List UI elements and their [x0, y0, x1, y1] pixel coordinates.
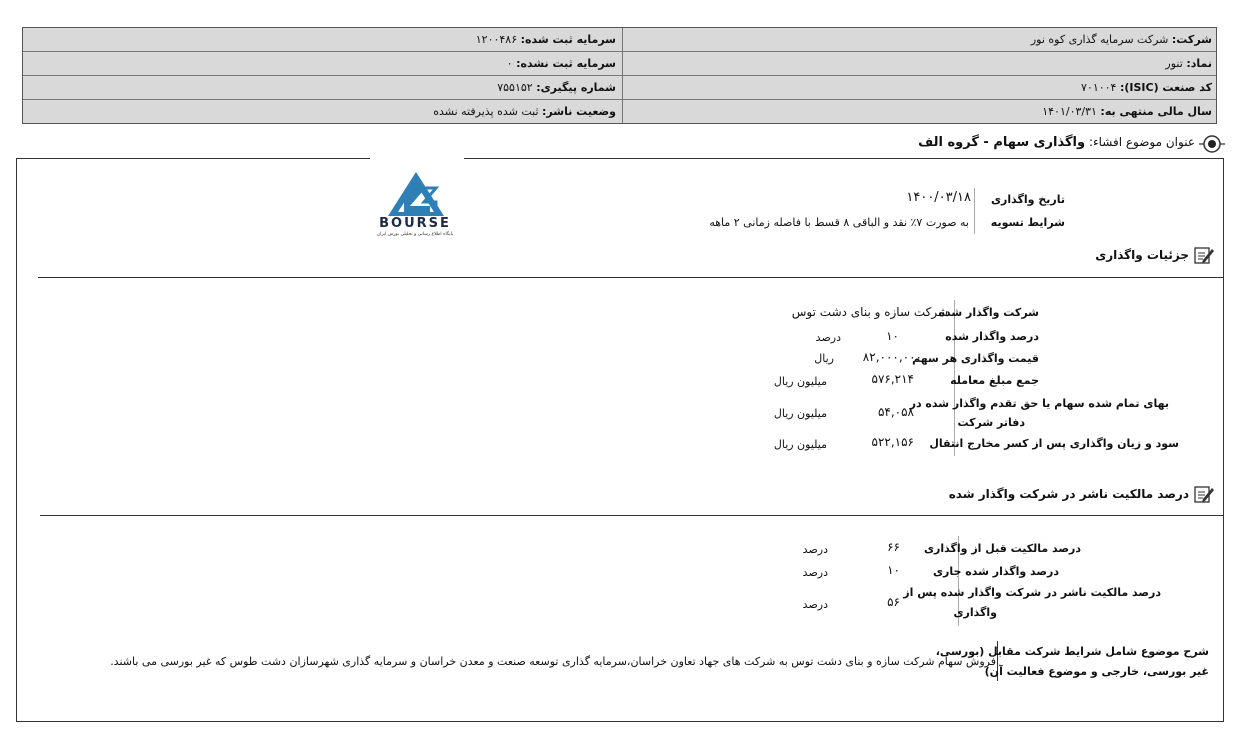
target-icon [1199, 131, 1225, 157]
tracking-number-field: شماره پیگیری: ۷۵۵۱۵۲ [497, 81, 616, 94]
transfer-date-value: ۱۴۰۰/۰۳/۱۸ [906, 190, 971, 205]
ownership-heading: درصد مالکیت ناشر در شرکت واگذار شده [948, 487, 1189, 501]
details-divider [38, 277, 1224, 278]
share-price-label: قیمت واگذاری هر سهم [912, 352, 1039, 365]
total-amount-unit: میلیون ریال [773, 375, 827, 388]
book-cost-value: ۵۴,۰۵۸ [877, 405, 914, 419]
transferred-company-value: شرکت سازه و بنای دشت توس [791, 305, 948, 319]
bourse-logo [364, 170, 460, 248]
transferred-percent-label: درصد واگذار شده [945, 330, 1039, 343]
transferred-percent-value: ۱۰ [886, 329, 899, 343]
current-transfer-unit: درصد [802, 566, 828, 579]
publisher-status-field: وضعیت ناشر: ثبت شده پذیرفته نشده [433, 105, 616, 118]
settlement-terms-label: شرایط تسویه [990, 216, 1065, 229]
ownership-divider [40, 515, 1224, 516]
description-label-1: شرح موضوع شامل شرایط شرکت مقابل (بورسی، [935, 645, 1209, 658]
settlement-terms-value: به صورت ۷٪ نقد و الباقی ۸ قسط با فاصله زمانی ۲ ماهه [709, 216, 969, 229]
frame-bottom [16, 721, 1224, 722]
book-cost-label-1: بهای تمام شده سهام یا حق تقدم واگذار شده در [909, 397, 1169, 410]
book-cost-unit: میلیون ریال [773, 407, 827, 420]
isic-field: کد صنعت (ISIC): ۷۰۱۰۰۴ [1081, 81, 1212, 94]
current-transfer-value: ۱۰ [887, 563, 900, 577]
logo-text: BOURSE [379, 216, 451, 231]
info-row-1 [23, 28, 1216, 52]
company-field: شرکت: شرکت سرمایه گذاری کوه نور [1030, 33, 1212, 46]
logo-subtitle: پایگاه اطلاع رسانی و تحلیلی بورس ایران [376, 232, 454, 237]
transfer-separator [974, 188, 975, 234]
symbol-field: نماد: تنور [1165, 57, 1212, 70]
transfer-date-label: تاریخ واگذاری [990, 193, 1065, 206]
registered-capital-field: سرمایه ثبت شده: ۱۲۰۰۴۸۶ [475, 33, 616, 46]
edit-note-icon [1193, 484, 1215, 504]
profit-loss-label: سود و زیان واگذاری پس از کسر مخارج انتقال [929, 437, 1179, 450]
ownership-after-label-2: واگذاری [953, 606, 997, 619]
profit-loss-unit: میلیون ریال [773, 438, 827, 451]
company-info-table [22, 27, 1217, 124]
ownership-before-unit: درصد [802, 543, 828, 556]
disclosure-title: عنوان موضوع افشاء: واگذاری سهام - گروه الف [918, 135, 1195, 150]
fiscal-year-field: سال مالی منتهی به: ۱۴۰۱/۰۳/۳۱ [1042, 105, 1212, 118]
ownership-after-label-1: درصد مالکیت ناشر در شرکت واگذار شده پس از [903, 586, 1161, 599]
info-row-4 [23, 100, 1216, 124]
profit-loss-value: ۵۲۲,۱۵۶ [871, 435, 914, 449]
frame-top-right [464, 158, 1224, 159]
share-price-value: ۸۲,۰۰۰,۰۰۰ [862, 350, 922, 364]
info-row-3 [23, 76, 1216, 100]
frame-left [16, 158, 17, 722]
share-price-unit: ریال [814, 352, 834, 365]
info-row-2 [23, 52, 1216, 76]
book-cost-label-2: دفاتر شرکت [957, 416, 1025, 429]
ownership-before-value: ۶۶ [887, 540, 900, 554]
description-label-2: غیر بورسی، خارجی و موضوع فعالیت آن) [984, 665, 1209, 678]
ownership-after-value: ۵۶ [887, 595, 900, 609]
ownership-before-label: درصد مالکیت قبل از واگذاری [923, 542, 1081, 555]
transferred-company-label: شرکت واگذار شده [938, 306, 1039, 319]
details-heading: جزئیات واگذاری [1095, 248, 1189, 262]
frame-right [1223, 158, 1224, 722]
frame-top-left [16, 158, 370, 159]
transferred-percent-unit: درصد [815, 331, 841, 344]
unregistered-capital-field: سرمایه ثبت نشده: ۰ [506, 57, 616, 70]
bourse-logo-mark [364, 170, 460, 220]
description-text: فروش سهام شرکت سازه و بنای دشت توس به شرکت های جهاد تعاون خراسان،سرمایه گذاری توسعه صنعت و معدن خراسان و سرمایه گذاری شهرسازان دشت طوس که غیر بورسی می باشند. [110, 655, 996, 668]
ownership-after-unit: درصد [802, 598, 828, 611]
total-amount-label: جمع مبلغ معامله [950, 374, 1039, 387]
edit-note-icon [1193, 245, 1215, 265]
total-amount-value: ۵۷۶,۲۱۴ [871, 372, 914, 386]
current-transfer-label: درصد واگذار شده جاری [932, 565, 1059, 578]
